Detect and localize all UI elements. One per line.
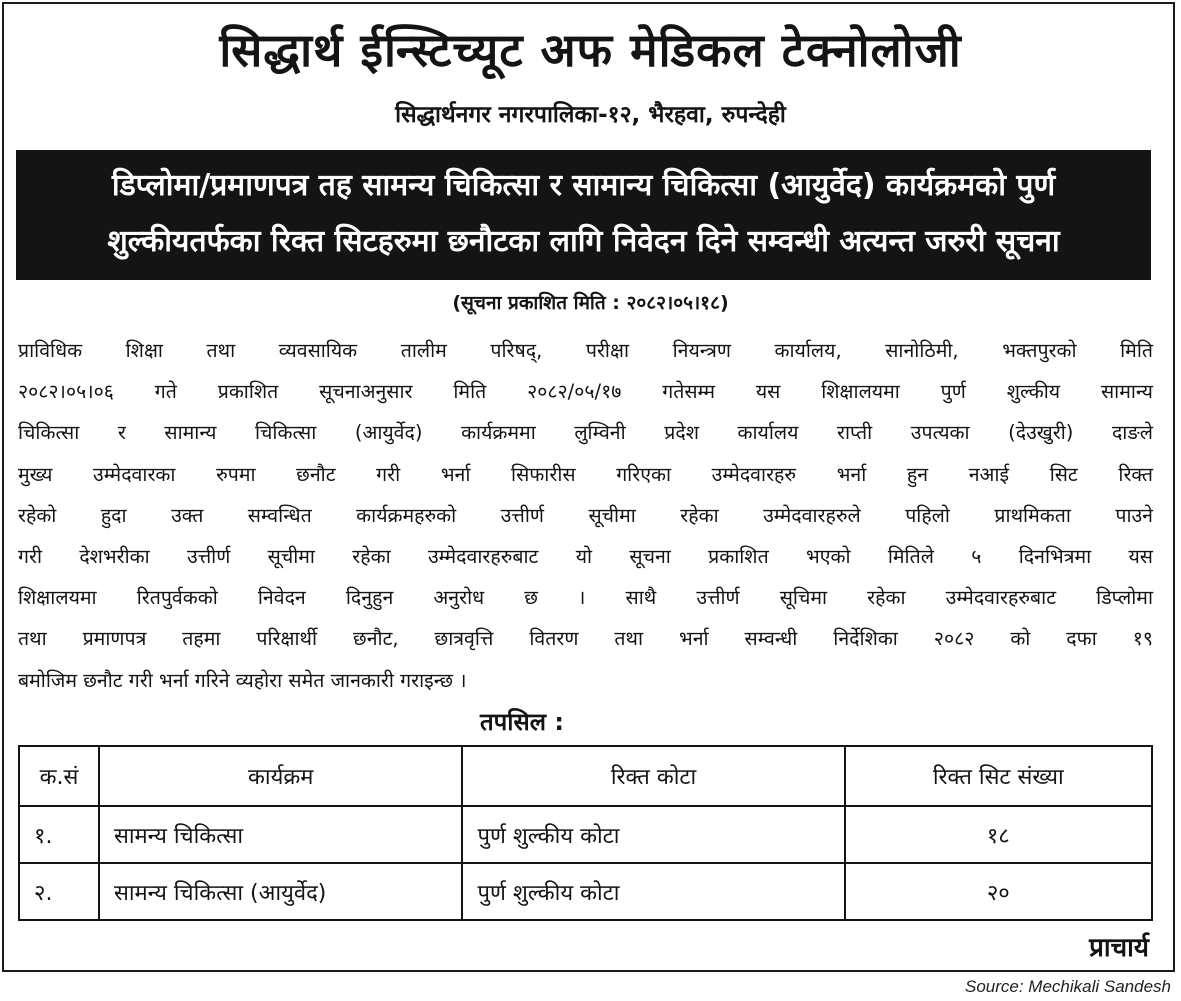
column-header-serial: क.सं — [19, 746, 99, 806]
institute-address: सिद्धार्थनगर नगरपालिका-१२, भैरहवा, रुपन्देही — [395, 102, 786, 128]
table-heading: तपसिल : — [480, 708, 564, 736]
banner-line-2: शुल्कीयतर्फका रिक्त सिटहरुमा छनौटका लागि निवेदन दिने सम्वन्धी अत्यन्त जरुरी सूचना — [107, 224, 1060, 259]
body-line: २०८२।०५।०६ गते प्रकाशित सूचनाअनुसार मिति २०८२/०५/१७ गतेसम्म यस शिक्षालयमा पुर्ण शुल्कीय सामान्य — [18, 380, 1153, 404]
column-header-quota: रिक्त कोटा — [462, 746, 844, 806]
body-line: तथा प्रमाणपत्र तहमा परिक्षार्थी छनौट, छात्रवृत्ति वितरण तथा भर्ना सम्वन्धी निर्देशिका २०८२ को दफा १९ — [18, 627, 1153, 651]
body-line: रहेको हुदा उक्त सम्वन्धित कार्यक्रमहरुको उत्तीर्ण सूचीमा रहेका उम्मेदवारहरुले पहिलो प्राथमिकता पाउने — [18, 503, 1153, 527]
body-line: गरी देशभरीका उत्तीर्ण सूचीमा रहेका उम्मेदवारहरुबाट यो सूचना प्रकाशित भएको मितिले ५ दिनभित्रमा यस — [18, 544, 1153, 568]
cell-serial: २. — [19, 863, 99, 920]
cell-program: सामन्य चिकित्सा — [99, 806, 463, 863]
body-line: चिकित्सा र सामान्य चिकित्सा (आयुर्वेद) कार्यक्रममा लुम्विनी प्रदेश कार्यालय राप्ती उपत्यका (देउखुरी) दाङले — [18, 421, 1153, 445]
table-row — [19, 806, 1152, 863]
column-header-program: कार्यक्रम — [99, 746, 463, 806]
cell-seats: १८ — [845, 806, 1152, 863]
body-line: बमोजिम छनौट गरी भर्ना गरिने व्यहोरा समेत जानकारी गराइन्छ । — [18, 668, 467, 692]
cell-quota: पुर्ण शुल्कीय कोटा — [462, 863, 844, 920]
cell-seats: २० — [845, 863, 1152, 920]
cell-quota: पुर्ण शुल्कीय कोटा — [462, 806, 844, 863]
vacancy-table — [18, 745, 1153, 921]
banner-line-1: डिप्लोमा/प्रमाणपत्र तह सामन्य चिकित्सा र सामान्य चिकित्सा (आयुर्वेद) कार्यक्रमको पुर्ण — [111, 168, 1056, 203]
notice-banner — [16, 150, 1151, 280]
cell-program: सामन्य चिकित्सा (आयुर्वेद) — [99, 863, 463, 920]
table-header-row — [19, 746, 1152, 806]
notice-body — [18, 330, 1153, 701]
body-line: प्राविधिक शिक्षा तथा व्यवसायिक तालीम परिषद्, परीक्षा नियन्त्रण कार्यालय, सानोठिमी, भक्तपुरको मिति — [18, 339, 1153, 362]
body-line: शिक्षालयमा रितपुर्वकको निवेदन दिनुहुन अनुरोध छ । साथै उत्तीर्ण सूचिमा रहेका उम्मेदवारहरुबाट डिप्लोमा — [18, 586, 1153, 610]
body-line: मुख्य उम्मेदवारका रुपमा छनौट गरी भर्ना सिफारीस गरिएका उम्मेदवारहरु भर्ना हुन नआई सिट रिक्त — [18, 462, 1153, 486]
table-row — [19, 863, 1152, 920]
column-header-seats: रिक्त सिट संख्या — [845, 746, 1152, 806]
signature-principal: प्राचार्य — [1089, 933, 1149, 963]
institute-title: सिद्धार्थ ईन्स्टिच्यूट अफ मेडिकल टेक्नोलोजी — [219, 23, 962, 77]
published-date: (सूचना प्रकाशित मिति : २०८२।०५।१८) — [452, 292, 729, 314]
source-credit: Source: Mechikali Sandesh — [964, 977, 1171, 996]
cell-serial: १. — [19, 806, 99, 863]
